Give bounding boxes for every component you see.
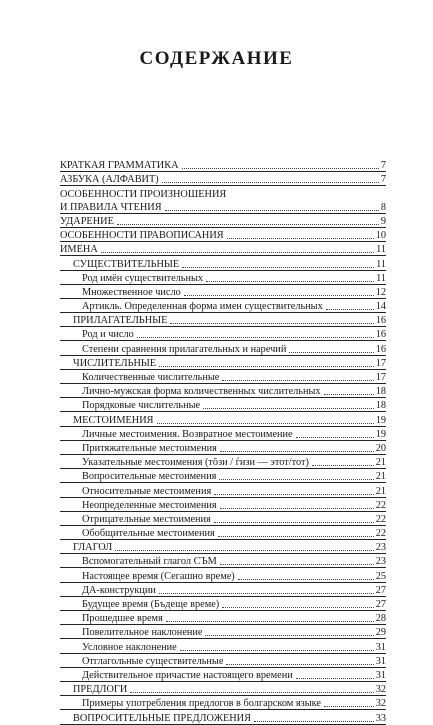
- toc-entry-title: Отрицательные местоимения: [82, 513, 211, 525]
- toc-entry-page: 21: [375, 485, 386, 497]
- toc-entry: [60, 682, 386, 696]
- toc-dot-leader: [214, 514, 374, 523]
- toc-dot-leader: [254, 713, 374, 722]
- page-title: СОДЕРЖАНИЕ: [139, 48, 294, 69]
- toc-entry-page: 22: [375, 513, 386, 525]
- toc-entry-title: МЕСТОИМЕНИЯ: [73, 414, 154, 426]
- toc-dot-leader: [220, 556, 374, 565]
- toc-dot-leader: [157, 415, 374, 424]
- toc-entry-title: Личные местоимения. Возвратное местоимение: [82, 428, 293, 440]
- toc-entry-page: 11: [376, 258, 386, 270]
- toc-entry-title: Вспомогательный глагол СЪМ: [82, 556, 217, 568]
- toc-entry-title: Будущее время (Бъдеще време): [82, 599, 220, 610]
- toc-dot-leader: [180, 642, 374, 651]
- toc-entry-title: И ПРАВИЛА ЧТЕНИЯ: [60, 201, 162, 213]
- toc-entry-title: Артикль. Определенная форма имен существительных: [82, 301, 323, 313]
- toc-dot-leader: [184, 287, 374, 296]
- toc-entry-title: Отглагольные существительные: [82, 655, 224, 667]
- toc-entry: [60, 398, 386, 412]
- toc-entry-title: ЧИСЛИТЕЛЬНЫЕ: [73, 357, 157, 369]
- toc-entry-title: Повелительное наклонение: [82, 627, 203, 639]
- toc-dot-leader: [238, 571, 374, 580]
- toc-entry: [60, 327, 386, 341]
- toc-entry-title: Прошедшее время: [82, 613, 163, 625]
- toc-entry-page: 23: [375, 556, 386, 568]
- table-of-contents: [60, 158, 386, 725]
- toc-dot-leader: [312, 457, 374, 466]
- toc-entry-page: 31: [375, 655, 386, 667]
- toc-entry-title: Условное наклонение: [82, 641, 177, 653]
- toc-entry-title: Обобщительные местоимения: [82, 528, 215, 540]
- toc-entry: [60, 228, 386, 242]
- toc-entry-page: 27: [375, 584, 386, 596]
- toc-entry-page: 18: [375, 400, 386, 412]
- toc-entry-page: 22: [375, 528, 386, 540]
- toc-dot-leader: [222, 599, 373, 608]
- toc-entry: [60, 455, 386, 469]
- toc-entry-title: Количественные числительные: [82, 372, 220, 383]
- toc-dot-leader: [137, 329, 374, 338]
- toc-entry-page: 14: [375, 301, 386, 313]
- toc-dot-leader: [227, 230, 374, 239]
- toc-dot-leader: [206, 273, 374, 282]
- toc-dot-leader: [162, 174, 379, 183]
- toc-entry-title: ОСОБЕННОСТИ ПРАВОПИСАНИЯ: [60, 230, 224, 242]
- toc-dot-leader: [159, 585, 374, 594]
- toc-entry: [60, 526, 386, 540]
- toc-entry: [60, 412, 386, 426]
- toc-entry-title: Род имён существительных: [82, 272, 204, 284]
- toc-entry-title: СУЩЕСТВИТЕЛЬНЫЕ: [73, 258, 180, 270]
- toc-entry-title: ВОПРОСИТЕЛЬНЫЕ ПРЕДЛОЖЕНИЯ: [73, 712, 251, 724]
- toc-entry: [60, 256, 386, 270]
- toc-entry: [60, 441, 386, 455]
- toc-entry-page: 7: [380, 174, 386, 186]
- toc-entry-title: Указательные местоимения (тõзи / ѓизи — этот/тот): [82, 457, 309, 469]
- toc-entry: [60, 356, 386, 370]
- toc-entry: [60, 341, 386, 355]
- toc-entry: [60, 654, 386, 668]
- toc-entry-page: 29: [375, 627, 386, 639]
- toc-entry: [60, 710, 386, 724]
- toc-dot-leader: [218, 528, 374, 537]
- toc-entry-page: 8: [380, 201, 386, 213]
- toc-entry: [60, 427, 386, 441]
- toc-entry-title: Относительные местоимения: [82, 485, 212, 497]
- toc-entry-title: Род и число: [82, 329, 134, 341]
- toc-entry-page: 20: [375, 442, 386, 454]
- toc-entry-title: Примеры употребления предлогов в болгарском языке: [82, 698, 321, 710]
- toc-entry: [60, 285, 386, 299]
- toc-dot-leader: [220, 500, 374, 509]
- toc-entry: [60, 625, 386, 639]
- toc-dot-leader: [101, 244, 374, 253]
- toc-entry: [60, 483, 386, 497]
- toc-dot-leader: [170, 315, 373, 324]
- toc-entry-page: 9: [380, 215, 386, 227]
- toc-dot-leader: [296, 429, 374, 438]
- toc-dot-leader: [182, 160, 379, 169]
- toc-entry-title: Порядковые числительные: [82, 400, 201, 412]
- toc-entry-page: 19: [375, 414, 386, 426]
- toc-entry-title: ОСОБЕННОСТИ ПРОИЗНОШЕНИЯ: [60, 188, 227, 200]
- toc-entry-page: 16: [375, 329, 386, 341]
- toc-entry: [60, 554, 386, 568]
- toc-dot-leader: [166, 613, 374, 622]
- toc-entry-title: Действительное причастие настоящего времени: [82, 669, 293, 681]
- toc-entry-page: 22: [375, 499, 386, 511]
- toc-entry: [60, 384, 386, 398]
- toc-entry: [60, 299, 386, 313]
- toc-entry: [60, 158, 386, 172]
- toc-dot-leader: [205, 627, 373, 636]
- toc-entry-title: ПРЕДЛОГИ: [73, 684, 128, 696]
- toc-entry: [60, 568, 386, 582]
- toc-entry-page: 11: [376, 244, 386, 256]
- toc-entry: [60, 469, 386, 483]
- toc-entry-page: 25: [375, 570, 386, 582]
- toc-entry-title: КРАТКАЯ ГРАММАТИКА: [60, 160, 179, 172]
- toc-dot-leader: [159, 358, 373, 367]
- toc-entry-page: 31: [375, 641, 386, 653]
- toc-entry-page: 27: [375, 599, 386, 610]
- toc-entry-page: 28: [375, 613, 386, 625]
- toc-entry: [60, 271, 386, 285]
- toc-entry: [60, 214, 386, 228]
- toc-entry: [60, 172, 386, 186]
- toc-entry: [60, 583, 386, 597]
- toc-entry: [60, 242, 386, 256]
- toc-entry: [60, 611, 386, 625]
- toc-entry: [60, 639, 386, 653]
- toc-dot-leader: [226, 656, 373, 665]
- toc-entry: [60, 313, 386, 327]
- toc-entry-title: Степени сравнения прилагательных и наречий: [82, 343, 287, 355]
- toc-entry-page: 19: [375, 428, 386, 440]
- toc-entry-title: ДА-конструкции: [82, 584, 156, 596]
- toc-entry-page: 31: [375, 669, 386, 681]
- toc-entry-page: 7: [380, 160, 386, 172]
- toc-entry-page: 16: [375, 315, 386, 327]
- toc-entry-page: 21: [375, 471, 386, 483]
- toc-entry: [60, 186, 386, 199]
- toc-dot-leader: [165, 202, 379, 211]
- toc-entry: [60, 200, 386, 214]
- toc-dot-leader: [324, 386, 374, 395]
- toc-entry-page: 21: [375, 457, 386, 469]
- toc-dot-leader: [220, 443, 374, 452]
- toc-entry-title: Притяжательные местоимения: [82, 442, 217, 454]
- toc-dot-leader: [214, 486, 374, 495]
- toc-entry-title: Вопросительные местоимения: [82, 471, 217, 483]
- toc-entry-page: 16: [375, 343, 386, 355]
- toc-entry: [60, 512, 386, 526]
- toc-entry-title: ИМЕНА: [60, 244, 98, 256]
- toc-dot-leader: [289, 344, 373, 353]
- toc-entry-title: ГЛАГОЛ: [73, 542, 113, 554]
- toc-entry: [60, 668, 386, 682]
- toc-entry: [60, 696, 386, 710]
- toc-entry: [60, 370, 386, 384]
- toc-entry-page: 23: [375, 542, 386, 554]
- toc-entry-page: 32: [375, 684, 386, 696]
- toc-entry-page: 10: [375, 230, 386, 242]
- toc-dot-leader: [326, 301, 374, 310]
- toc-entry: [60, 498, 386, 512]
- toc-entry-page: 33: [375, 712, 386, 724]
- toc-entry-page: 32: [375, 698, 386, 710]
- toc-entry-title: Множественное число: [82, 286, 181, 298]
- toc-dot-leader: [115, 542, 374, 551]
- toc-dot-leader: [222, 372, 373, 381]
- toc-entry-title: ПРИЛАГАТЕЛЬНЫЕ: [73, 315, 168, 327]
- toc-entry-page: 17: [375, 357, 386, 369]
- toc-entry: [60, 597, 386, 611]
- toc-dot-leader: [296, 670, 374, 679]
- toc-entry-page: 17: [375, 372, 386, 383]
- toc-entry-title: Лично-мужская форма количественных числительных: [82, 386, 321, 398]
- toc-entry-page: 11: [376, 272, 386, 284]
- toc-entry-page: 18: [375, 386, 386, 398]
- toc-entry-title: Неопределенные местоимения: [82, 499, 217, 511]
- toc-entry-page: 12: [375, 286, 386, 298]
- toc-dot-leader: [219, 471, 373, 480]
- toc-dot-leader: [203, 400, 374, 409]
- toc-entry-title: УДАРЕНИЕ: [60, 215, 114, 227]
- toc-dot-leader: [182, 259, 374, 268]
- toc-entry: [60, 540, 386, 554]
- toc-dot-leader: [130, 684, 373, 693]
- toc-dot-leader: [117, 216, 379, 225]
- toc-entry-title: Настоящее время (Сегашно време): [82, 570, 235, 582]
- toc-entry-title: АЗБУКА (АЛФАВИТ): [60, 174, 159, 186]
